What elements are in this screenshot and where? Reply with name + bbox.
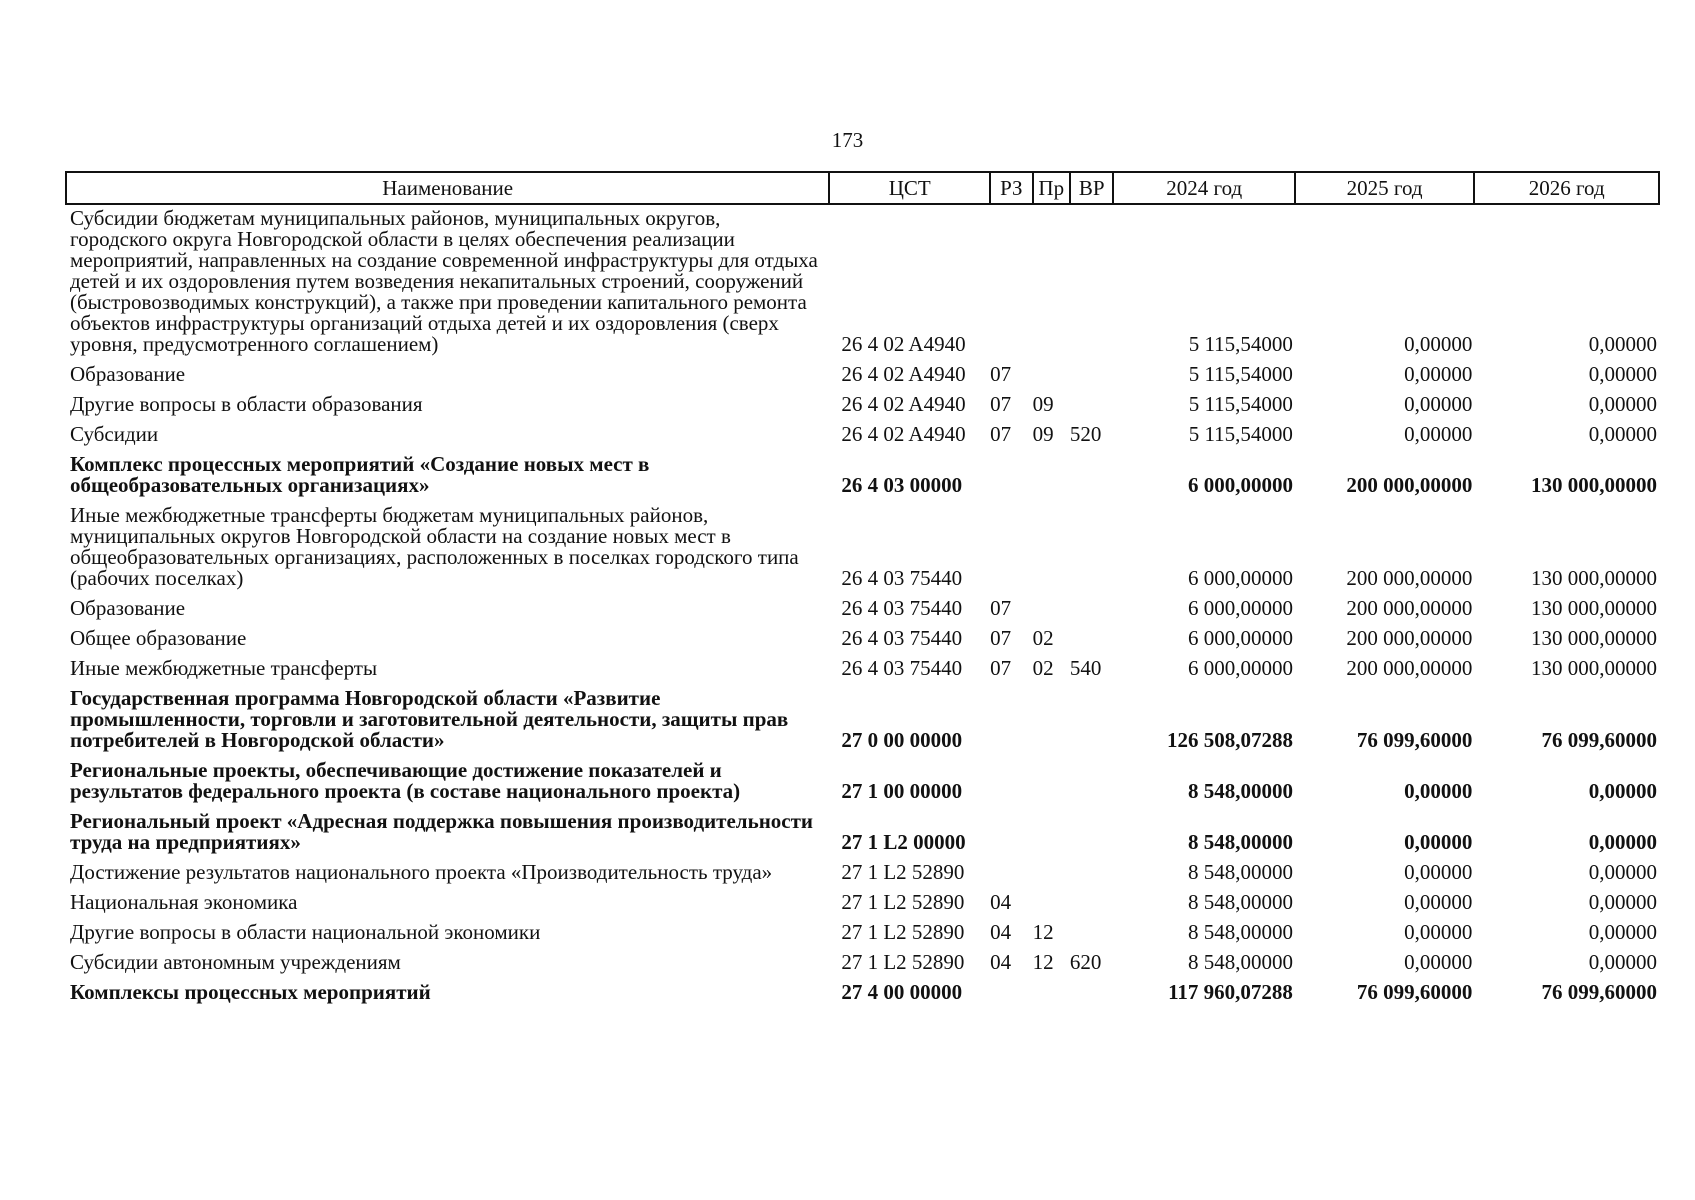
row-cst: 26 4 03 75440 bbox=[841, 596, 963, 620]
header-cst: ЦСТ bbox=[829, 172, 990, 204]
row-2026: 130 000,00000 bbox=[1531, 656, 1657, 680]
row-2025: 0,00000 bbox=[1404, 950, 1473, 974]
row-2025: 200 000,00000 bbox=[1346, 473, 1473, 497]
row-2025: 0,00000 bbox=[1404, 920, 1473, 944]
row-2024: 6 000,00000 bbox=[1187, 626, 1293, 650]
header-2025: 2025 год bbox=[1295, 172, 1474, 204]
row-2025: 76 099,60000 bbox=[1356, 980, 1473, 1004]
row-rz bbox=[990, 685, 1033, 757]
row-pr bbox=[1033, 451, 1070, 502]
row-2026: 130 000,00000 bbox=[1531, 566, 1657, 590]
row-pr: 12 bbox=[1032, 920, 1054, 944]
row-2024: 117 960,07288 bbox=[1168, 980, 1293, 1004]
row-vr bbox=[1070, 808, 1114, 859]
row-2024: 5 115,54000 bbox=[1188, 362, 1293, 386]
row-rz bbox=[990, 808, 1033, 859]
row-2026: 0,00000 bbox=[1588, 332, 1657, 356]
table-row bbox=[66, 625, 1659, 655]
row-2024: 8 548,00000 bbox=[1187, 890, 1293, 914]
row-2025: 0,00000 bbox=[1404, 890, 1473, 914]
table-row bbox=[66, 889, 1659, 919]
row-cst: 27 1 L2 00000 bbox=[841, 830, 966, 854]
row-2025: 0,00000 bbox=[1404, 362, 1473, 386]
row-2026: 0,00000 bbox=[1588, 890, 1657, 914]
row-name: Государственная программа Новгородской области «Развитие промышленности, торговли и заготовительной деятельности, защиты прав потребителей в Новгородской области» bbox=[70, 686, 789, 752]
row-vr bbox=[1070, 685, 1114, 757]
row-pr bbox=[1033, 889, 1070, 919]
row-rz bbox=[990, 204, 1033, 361]
row-rz: 07 bbox=[990, 392, 1012, 416]
row-2024: 6 000,00000 bbox=[1187, 566, 1293, 590]
row-2026: 0,00000 bbox=[1588, 362, 1657, 386]
row-pr bbox=[1033, 502, 1070, 595]
row-pr: 02 bbox=[1032, 656, 1054, 680]
row-cst: 27 1 L2 52890 bbox=[841, 920, 965, 944]
table-row bbox=[66, 757, 1659, 808]
row-name: Образование bbox=[70, 596, 186, 620]
table-row bbox=[66, 595, 1659, 625]
row-vr bbox=[1070, 502, 1114, 595]
row-vr: 520 bbox=[1069, 422, 1102, 446]
header-2026: 2026 год bbox=[1474, 172, 1659, 204]
row-pr bbox=[1033, 685, 1070, 757]
row-rz: 07 bbox=[990, 422, 1012, 446]
row-rz: 04 bbox=[990, 950, 1012, 974]
row-vr bbox=[1070, 391, 1114, 421]
row-vr bbox=[1070, 361, 1114, 391]
row-vr bbox=[1070, 919, 1114, 949]
row-2025: 0,00000 bbox=[1404, 860, 1473, 884]
table-row bbox=[66, 685, 1659, 757]
row-name: Комплекс процессных мероприятий «Создание новых мест в общеобразовательных организациях» bbox=[70, 452, 650, 497]
row-name: Комплексы процессных мероприятий bbox=[70, 980, 431, 1004]
row-rz bbox=[990, 979, 1033, 1009]
table-row bbox=[66, 949, 1659, 979]
budget-table bbox=[65, 171, 1660, 1009]
row-pr: 02 bbox=[1032, 626, 1054, 650]
header-2024: 2024 год bbox=[1113, 172, 1294, 204]
row-2025: 0,00000 bbox=[1404, 779, 1473, 803]
row-2026: 0,00000 bbox=[1588, 860, 1657, 884]
header-rz: РЗ bbox=[990, 172, 1033, 204]
row-rz bbox=[990, 502, 1033, 595]
table-row bbox=[66, 204, 1659, 361]
row-2024: 8 548,00000 bbox=[1187, 779, 1293, 803]
row-name: Региональные проекты, обеспечивающие достижение показателей и результатов федерального проекта (в составе национального проекта) bbox=[70, 758, 741, 803]
header-pr: Пр bbox=[1033, 172, 1070, 204]
row-2026: 130 000,00000 bbox=[1531, 473, 1657, 497]
row-cst: 27 1 L2 52890 bbox=[841, 860, 965, 884]
row-rz: 04 bbox=[990, 890, 1012, 914]
row-2024: 5 115,54000 bbox=[1188, 422, 1293, 446]
row-cst: 27 4 00 00000 bbox=[841, 980, 963, 1004]
row-2024: 6 000,00000 bbox=[1187, 596, 1293, 620]
row-vr: 620 bbox=[1069, 950, 1102, 974]
row-2024: 8 548,00000 bbox=[1187, 950, 1293, 974]
table-row bbox=[66, 361, 1659, 391]
row-pr: 12 bbox=[1032, 950, 1054, 974]
row-cst: 26 4 02 A4940 bbox=[841, 422, 966, 446]
row-rz: 07 bbox=[990, 656, 1012, 680]
row-name: Иные межбюджетные трансферты bbox=[70, 656, 378, 680]
row-vr bbox=[1070, 204, 1114, 361]
table-row bbox=[66, 655, 1659, 685]
row-2025: 200 000,00000 bbox=[1346, 656, 1473, 680]
row-2025: 200 000,00000 bbox=[1346, 626, 1473, 650]
header-name: Наименование bbox=[66, 172, 829, 204]
row-name: Общее образование bbox=[70, 626, 247, 650]
table-row bbox=[66, 808, 1659, 859]
row-vr: 540 bbox=[1069, 656, 1102, 680]
row-cst: 26 4 02 A4940 bbox=[841, 392, 966, 416]
table-row bbox=[66, 502, 1659, 595]
row-2026: 0,00000 bbox=[1588, 920, 1657, 944]
row-rz: 07 bbox=[990, 362, 1012, 386]
row-2026: 0,00000 bbox=[1588, 830, 1657, 854]
table-header-row bbox=[66, 172, 1659, 204]
row-2026: 0,00000 bbox=[1588, 392, 1657, 416]
row-name: Субсидии автономным учреждениям bbox=[70, 950, 401, 974]
row-cst: 27 1 L2 52890 bbox=[841, 950, 965, 974]
row-2026: 130 000,00000 bbox=[1531, 596, 1657, 620]
row-pr bbox=[1033, 979, 1070, 1009]
row-cst: 27 1 L2 52890 bbox=[841, 890, 965, 914]
row-2026: 0,00000 bbox=[1588, 950, 1657, 974]
row-cst: 26 4 03 75440 bbox=[841, 656, 963, 680]
row-cst: 26 4 03 75440 bbox=[841, 566, 963, 590]
row-cst: 26 4 02 A4940 bbox=[841, 332, 966, 356]
row-2025: 0,00000 bbox=[1404, 422, 1473, 446]
row-2025: 0,00000 bbox=[1404, 332, 1473, 356]
row-rz bbox=[990, 757, 1033, 808]
row-2024: 8 548,00000 bbox=[1187, 920, 1293, 944]
row-vr bbox=[1070, 595, 1114, 625]
row-vr bbox=[1070, 757, 1114, 808]
row-vr bbox=[1070, 625, 1114, 655]
row-pr bbox=[1033, 859, 1070, 889]
row-vr bbox=[1070, 979, 1114, 1009]
row-2025: 76 099,60000 bbox=[1356, 728, 1473, 752]
row-cst: 26 4 02 A4940 bbox=[841, 362, 966, 386]
table-row bbox=[66, 919, 1659, 949]
row-cst: 26 4 03 00000 bbox=[841, 473, 963, 497]
row-2025: 200 000,00000 bbox=[1346, 566, 1473, 590]
row-rz: 07 bbox=[990, 596, 1012, 620]
row-name: Другие вопросы в области образования bbox=[70, 392, 423, 416]
row-2025: 200 000,00000 bbox=[1346, 596, 1473, 620]
row-name: Национальная экономика bbox=[70, 890, 298, 914]
row-name: Достижение результатов национального проекта «Производительность труда» bbox=[70, 860, 773, 884]
row-2026: 76 099,60000 bbox=[1541, 728, 1657, 752]
row-vr bbox=[1070, 451, 1114, 502]
row-vr bbox=[1070, 859, 1114, 889]
table-row bbox=[66, 421, 1659, 451]
row-name: Другие вопросы в области национальной экономики bbox=[70, 920, 541, 944]
row-2024: 6 000,00000 bbox=[1187, 473, 1293, 497]
table-row bbox=[66, 451, 1659, 502]
row-name: Иные межбюджетные трансферты бюджетам муниципальных районов, муниципальных округов Новгородской области на создание новых мест в общеобразовательных организациях, расположенных в поселках городского типа (рабочих поселках) bbox=[70, 503, 799, 590]
row-pr bbox=[1033, 757, 1070, 808]
row-rz bbox=[990, 859, 1033, 889]
row-cst: 26 4 03 75440 bbox=[841, 626, 963, 650]
row-2026: 130 000,00000 bbox=[1531, 626, 1657, 650]
row-cst: 27 0 00 00000 bbox=[841, 728, 963, 752]
row-2025: 0,00000 bbox=[1404, 830, 1473, 854]
row-2024: 5 115,54000 bbox=[1188, 392, 1293, 416]
table-row bbox=[66, 391, 1659, 421]
header-vr: ВР bbox=[1070, 172, 1114, 204]
row-2026: 76 099,60000 bbox=[1541, 980, 1657, 1004]
row-2024: 8 548,00000 bbox=[1187, 860, 1293, 884]
row-name: Образование bbox=[70, 362, 186, 386]
row-pr bbox=[1033, 808, 1070, 859]
row-vr bbox=[1070, 889, 1114, 919]
row-rz bbox=[990, 451, 1033, 502]
row-name: Региональный проект «Адресная поддержка повышения производительности труда на предприятиях» bbox=[70, 809, 814, 854]
table-row bbox=[66, 979, 1659, 1009]
row-pr bbox=[1033, 595, 1070, 625]
page-number: 173 bbox=[831, 128, 864, 152]
row-2024: 8 548,00000 bbox=[1187, 830, 1293, 854]
row-2024: 5 115,54000 bbox=[1188, 332, 1293, 356]
row-name: Субсидии бюджетам муниципальных районов, муниципальных округов, городского округа Новгородской области в целях обеспечения реализации мероприятий, направленных на создание современной инфраструктуры для отдыха детей и их оздоровления путем возведения некапитальных строений, сооружений (быстровозводимых конструкций), а также при проведении капитального ремонта объектов инфраструктуры организаций отдыха детей и их оздоровления (сверх уровня, предусмотренного соглашением) bbox=[70, 206, 818, 356]
table-row bbox=[66, 859, 1659, 889]
row-pr: 09 bbox=[1032, 392, 1054, 416]
row-2024: 6 000,00000 bbox=[1187, 656, 1293, 680]
row-pr: 09 bbox=[1032, 422, 1054, 446]
row-2024: 126 508,07288 bbox=[1166, 728, 1293, 752]
row-2025: 0,00000 bbox=[1404, 392, 1473, 416]
row-rz: 07 bbox=[990, 626, 1012, 650]
row-pr bbox=[1033, 204, 1070, 361]
row-cst: 27 1 00 00000 bbox=[841, 779, 963, 803]
row-2026: 0,00000 bbox=[1588, 779, 1657, 803]
row-rz: 04 bbox=[990, 920, 1012, 944]
row-pr bbox=[1033, 361, 1070, 391]
row-2026: 0,00000 bbox=[1588, 422, 1657, 446]
row-name: Субсидии bbox=[70, 422, 159, 446]
